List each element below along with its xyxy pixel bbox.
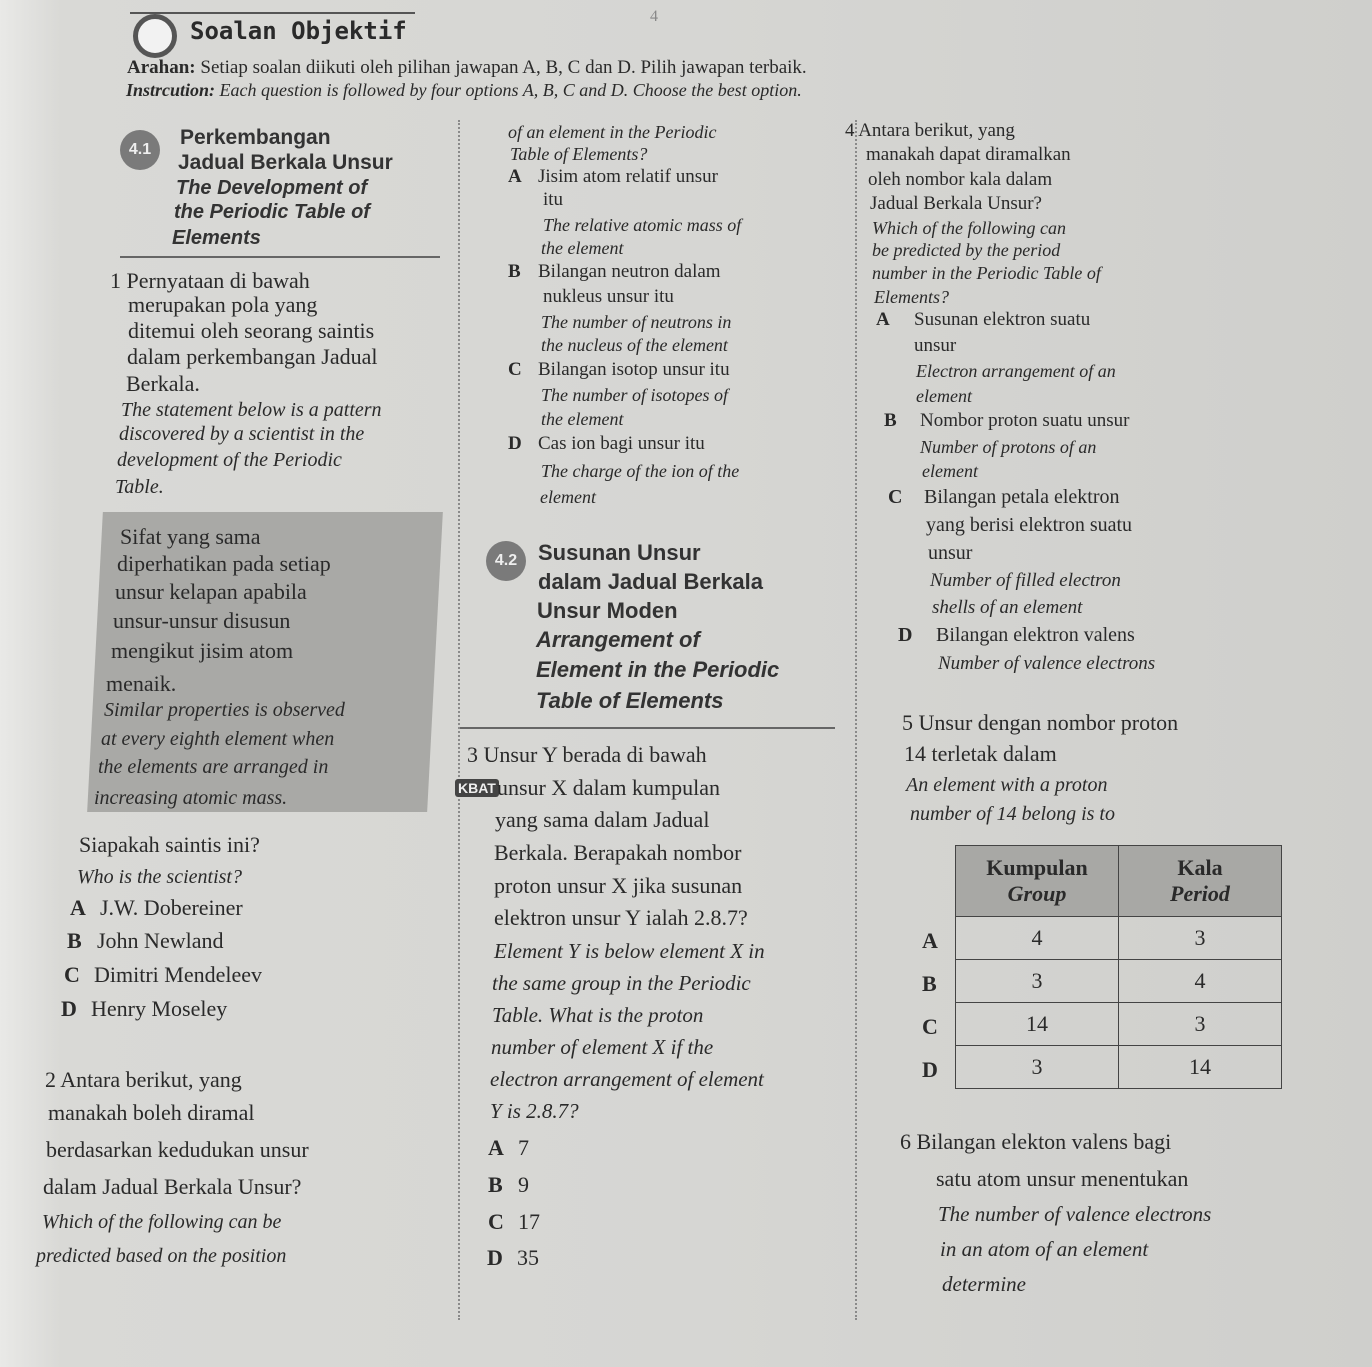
option-text: Bilangan petala elektron xyxy=(924,486,1120,508)
q3-text-en: electron arrangement of element xyxy=(490,1067,764,1091)
header-group xyxy=(956,846,1119,917)
header-group-en: Group xyxy=(1007,881,1067,906)
q5-option-c[interactable]: C xyxy=(922,1014,938,1039)
q5-options-table xyxy=(955,845,1282,1089)
statement-text-en: the elements are arranged in xyxy=(98,756,329,778)
q2-option-a-en: the element xyxy=(541,238,624,258)
section-heading-en: Elements xyxy=(172,227,261,249)
q5-text-en: An element with a proton xyxy=(906,774,1108,796)
option-text: Bilangan isotop unsur itu xyxy=(538,359,730,380)
q4-option-c[interactable] xyxy=(888,484,1119,510)
statement-text: mengikut jisim atom xyxy=(111,638,294,663)
q5-text: 14 terletak dalam xyxy=(904,741,1057,766)
option-text: 7 xyxy=(518,1135,529,1160)
section-heading-en: Element in the Periodic xyxy=(536,657,780,682)
option-text: Susunan elektron suatu xyxy=(914,309,1091,330)
table-row xyxy=(956,1046,1282,1089)
instruction-en-label: Instrcution: xyxy=(126,80,216,100)
option-letter: D xyxy=(61,996,77,1021)
q3-option-a[interactable] xyxy=(488,1135,529,1161)
q2-text: manakah boleh diramal xyxy=(48,1100,255,1125)
q3-text-en: the same group in the Periodic xyxy=(492,971,751,995)
statement-text: menaik. xyxy=(106,671,177,696)
section-heading: Jadual Berkala Unsur xyxy=(178,151,393,174)
section-underline xyxy=(460,727,835,729)
q4-option-b-en: element xyxy=(922,461,978,481)
q4-option-a[interactable] xyxy=(876,307,1090,333)
option-letter: D xyxy=(508,433,522,454)
q3-option-c[interactable] xyxy=(488,1209,540,1235)
q1-ask-en: Who is the scientist? xyxy=(77,866,242,888)
header-period-ms: Kala xyxy=(1177,855,1223,880)
q1-text-en: development of the Periodic xyxy=(117,449,342,471)
q2-text-en: predicted based on the position xyxy=(36,1245,287,1267)
instruction-ms-label: Arahan: xyxy=(127,57,196,78)
option-text: Nombor proton suatu unsur xyxy=(920,410,1130,431)
kbat-badge: KBAT xyxy=(455,779,499,797)
q4-option-c-text: unsur xyxy=(928,542,973,564)
q4-option-c-en: Number of filled electron xyxy=(930,570,1121,591)
q2-option-b-en: The number of neutrons in xyxy=(541,312,732,332)
q1-text: Berkala. xyxy=(126,371,200,396)
option-text: Jisim atom relatif unsur xyxy=(538,166,718,187)
section-badge-4-1: 4.1 xyxy=(120,130,160,170)
section-heading-en: The Development of xyxy=(176,177,368,199)
option-text: John Newland xyxy=(97,928,224,953)
q1-text: merupakan pola yang xyxy=(128,292,318,317)
q1-option-c[interactable] xyxy=(64,962,262,988)
q4-text: Jadual Berkala Unsur? xyxy=(870,193,1042,214)
q1-option-b[interactable] xyxy=(67,928,223,954)
q4-option-b[interactable] xyxy=(884,408,1130,434)
option-letter: B xyxy=(488,1172,503,1197)
section-heading-en: Arrangement of xyxy=(536,627,700,652)
statement-text: unsur kelapan apabila xyxy=(115,579,307,604)
q5-text-en: number of 14 belong is to xyxy=(910,803,1115,825)
q6-text: satu atom unsur menentukan xyxy=(936,1166,1189,1191)
section-underline xyxy=(120,256,440,258)
q4-text: manakah dapat diramalkan xyxy=(866,144,1071,165)
cell-group: 3 xyxy=(956,960,1119,1003)
table-row xyxy=(956,917,1282,960)
statement-text: diperhatikan pada setiap xyxy=(117,551,331,576)
table-row xyxy=(956,1003,1282,1046)
option-letter: C xyxy=(488,1209,504,1234)
section-heading: Susunan Unsur xyxy=(538,540,701,565)
option-text: 17 xyxy=(518,1209,540,1234)
instruction-en-text: Each question is followed by four options A, B, C and D. Choose the best option. xyxy=(219,80,802,100)
q2-option-b-en: the nucleus of the element xyxy=(541,335,728,355)
q3-text-en: Table. What is the proton xyxy=(492,1003,704,1027)
option-text: 9 xyxy=(518,1172,529,1197)
q2-option-a[interactable] xyxy=(508,164,718,190)
q3-text-en: number of element X if the xyxy=(491,1035,714,1059)
q4-option-b-en: Number of protons of an xyxy=(920,437,1097,457)
q4-option-d[interactable] xyxy=(898,622,1135,648)
q3-text: unsur X dalam kumpulan xyxy=(497,775,721,800)
q2-text-en: of an element in the Periodic xyxy=(508,122,717,142)
q5-text: 5 Unsur dengan nombor proton xyxy=(902,710,1179,735)
statement-text-en: Similar properties is observed xyxy=(104,699,345,721)
q2-text: berdasarkan kedudukan unsur xyxy=(46,1137,309,1162)
q4-option-d-en: Number of valence electrons xyxy=(938,653,1156,674)
option-letter: A xyxy=(488,1135,504,1160)
column-divider-left xyxy=(458,120,460,1320)
section-heading-en: Table of Elements xyxy=(536,688,724,713)
section-heading: Unsur Moden xyxy=(537,598,678,623)
statement-text: Sifat yang sama xyxy=(120,524,261,549)
section-heading-en: the Periodic Table of xyxy=(174,201,370,223)
q2-option-d[interactable] xyxy=(508,431,705,457)
column-divider-right xyxy=(855,120,857,1320)
cell-period: 14 xyxy=(1119,1046,1282,1089)
q4-text: 4 Antara berikut, yang xyxy=(845,120,1015,141)
q3-text-en: Element Y is below element X in xyxy=(494,939,765,963)
statement-text: unsur-unsur disusun xyxy=(113,608,291,633)
option-text: Bilangan neutron dalam xyxy=(538,261,721,282)
q3-text: 3 Unsur Y berada di bawah xyxy=(467,742,707,767)
q6-text-en: The number of valence electrons xyxy=(938,1202,1212,1226)
option-letter: B xyxy=(67,928,82,953)
q5-option-a[interactable]: A xyxy=(922,928,938,953)
cell-group: 14 xyxy=(956,1003,1119,1046)
option-text: Henry Moseley xyxy=(91,996,228,1021)
option-letter: A xyxy=(508,166,522,187)
instruction-ms-text: Setiap soalan diikuti oleh pilihan jawapan A, B, C dan D. Pilih jawapan terbaik. xyxy=(200,57,807,78)
statement-text-en: increasing atomic mass. xyxy=(94,787,288,809)
option-text: Dimitri Mendeleev xyxy=(94,962,263,987)
header-period xyxy=(1119,846,1282,917)
q4-text-en: number in the Periodic Table of xyxy=(872,263,1101,283)
q6-text-en: determine xyxy=(942,1272,1026,1296)
option-letter: D xyxy=(487,1245,503,1270)
statement-text-en: at every eighth element when xyxy=(101,728,335,750)
q1-ask: Siapakah saintis ini? xyxy=(79,832,260,857)
option-letter: D xyxy=(898,624,913,646)
q3-text: yang sama dalam Jadual xyxy=(495,807,710,832)
q1-text: dalam perkembangan Jadual xyxy=(127,344,378,369)
option-text: 35 xyxy=(517,1245,539,1270)
option-letter: A xyxy=(70,895,86,920)
cell-period: 3 xyxy=(1119,917,1282,960)
q3-text: proton unsur X jika susunan xyxy=(494,873,743,898)
q2-option-b[interactable] xyxy=(508,259,721,285)
option-text: J.W. Dobereiner xyxy=(100,895,243,920)
q4-text-en: Elements? xyxy=(874,287,949,307)
q4-text-en: Which of the following can xyxy=(872,218,1066,238)
q2-option-c-en: the element xyxy=(541,409,624,429)
q4-text-en: be predicted by the period xyxy=(872,240,1061,260)
q2-option-d-en: element xyxy=(540,487,596,507)
page-title: Soalan Objektif xyxy=(190,17,407,45)
q1-option-a[interactable] xyxy=(70,895,243,921)
q1-text-en: discovered by a scientist in the xyxy=(119,423,365,445)
q2-option-c-en: The number of isotopes of xyxy=(541,385,728,405)
option-letter: B xyxy=(884,410,897,431)
q3-text: elektron unsur Y ialah 2.8.7? xyxy=(494,905,748,930)
q3-option-d[interactable] xyxy=(487,1245,539,1271)
q4-option-c-en: shells of an element xyxy=(932,597,1083,618)
q2-text-en: Which of the following can be xyxy=(42,1211,282,1233)
option-letter: C xyxy=(64,962,80,987)
q2-option-c[interactable] xyxy=(508,357,730,383)
q4-text: oleh nombor kala dalam xyxy=(868,169,1053,190)
q1-text-en: The statement below is a pattern xyxy=(121,399,382,421)
q1-option-d[interactable] xyxy=(61,996,227,1022)
q2-text-en: Table of Elements? xyxy=(510,144,648,164)
q3-text: Berkala. Berapakah nombor xyxy=(494,840,742,865)
instruction-en xyxy=(126,77,802,103)
header-group-ms: Kumpulan xyxy=(986,855,1088,880)
header-period-en: Period xyxy=(1170,881,1230,906)
q3-text-en: Y is 2.8.7? xyxy=(490,1099,579,1123)
q1-text-en: Table. xyxy=(115,476,164,498)
table-row xyxy=(956,960,1282,1003)
q6-text-en: in an atom of an element xyxy=(940,1237,1149,1261)
option-letter: C xyxy=(888,486,903,508)
q3-option-b[interactable] xyxy=(488,1172,529,1198)
q1-text: ditemui oleh seorang saintis xyxy=(128,318,375,343)
q5-option-b[interactable]: B xyxy=(922,971,937,996)
q4-option-c-text: yang berisi elektron suatu xyxy=(926,514,1133,536)
section-heading: Perkembangan xyxy=(180,126,331,149)
q2-option-b-text: nukleus unsur itu xyxy=(543,286,674,307)
q1-text: 1 Pernyataan di bawah xyxy=(110,268,310,293)
option-letter: A xyxy=(876,309,890,330)
q2-option-a-text: itu xyxy=(543,189,564,210)
q6-text: 6 Bilangan elekton valens bagi xyxy=(900,1129,1172,1154)
cell-period: 4 xyxy=(1119,960,1282,1003)
q4-option-a-text: unsur xyxy=(914,335,957,356)
table-header-row xyxy=(956,846,1282,917)
cell-group: 4 xyxy=(956,917,1119,960)
option-text: Cas ion bagi unsur itu xyxy=(538,433,705,454)
option-letter: B xyxy=(508,261,521,282)
title-ring-icon xyxy=(133,14,177,58)
option-letter: C xyxy=(508,359,522,380)
section-badge-4-2: 4.2 xyxy=(486,541,526,581)
q5-option-d[interactable]: D xyxy=(922,1057,938,1082)
q2-text: dalam Jadual Berkala Unsur? xyxy=(43,1174,302,1199)
q2-option-d-en: The charge of the ion of the xyxy=(541,461,740,481)
section-heading: dalam Jadual Berkala xyxy=(538,569,764,594)
q4-option-a-en: Electron arrangement of an xyxy=(916,361,1116,381)
q4-option-a-en: element xyxy=(916,386,972,406)
option-text: Bilangan elektron valens xyxy=(936,624,1135,646)
cell-group: 3 xyxy=(956,1046,1119,1089)
q2-text: 2 Antara berikut, yang xyxy=(45,1067,242,1092)
q2-option-a-en: The relative atomic mass of xyxy=(543,215,742,235)
page-number: 4 xyxy=(650,8,658,25)
title-rule xyxy=(130,12,415,14)
cell-period: 3 xyxy=(1119,1003,1282,1046)
